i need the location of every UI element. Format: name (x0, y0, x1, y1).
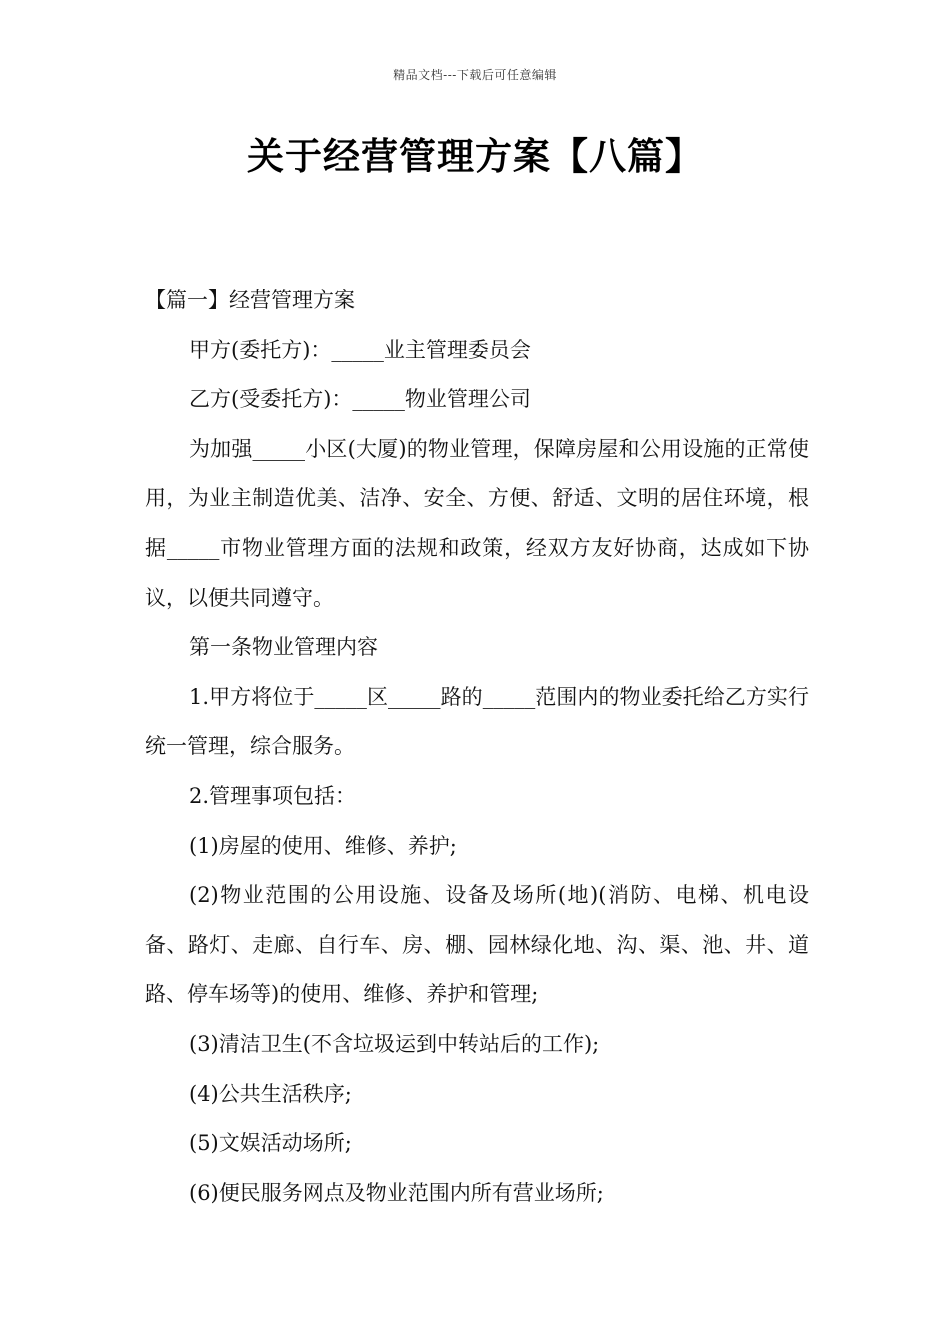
party-a-line: 甲方(委托方)：_____业主管理委员会 (189, 337, 531, 362)
section-heading: 【篇一】经营管理方案 (145, 288, 355, 312)
item-5: (5)文娱活动场所; (189, 1131, 352, 1156)
item-3: (3)清洁卫生(不含垃圾运到中转站后的工作); (189, 1031, 600, 1056)
document-body (145, 276, 809, 1218)
article-one-heading: 第一条物业管理内容 (189, 635, 378, 660)
page-header-note: 精品文档---下载后可任意编辑 (393, 68, 557, 82)
clause-1: 1.甲方将位于_____区_____路的_____范围内的物业委托给乙方实行统一管理，综合服务。 (145, 684, 809, 759)
item-6: (6)便民服务网点及物业范围内所有营业场所; (189, 1180, 604, 1205)
item-2: (2)物业范围的公用设施、设备及场所(地)(消防、电梯、机电设备、路灯、走廊、自行车、房、棚、园林绿化地、沟、渠、池、井、道路、停车场等)的使用、维修、养护和管理; (145, 883, 809, 1007)
document-title: 关于经营管理方案【八篇】 (247, 135, 703, 178)
item-4: (4)公共生活秩序; (189, 1081, 352, 1106)
clause-2: 2.管理事项包括： (189, 783, 357, 808)
preamble-paragraph: 为加强_____小区(大厦)的物业管理，保障房屋和公用设施的正常使用，为业主制造优美、洁净、安全、方便、舒适、文明的居住环境，根据_____市物业管理方面的法规和政策，经双方友好协商，达成如下协议，以便共同遵守。 (145, 436, 809, 610)
party-b-line: 乙方(受委托方)：_____物业管理公司 (189, 387, 531, 412)
item-1: (1)房屋的使用、维修、养护; (189, 833, 457, 858)
